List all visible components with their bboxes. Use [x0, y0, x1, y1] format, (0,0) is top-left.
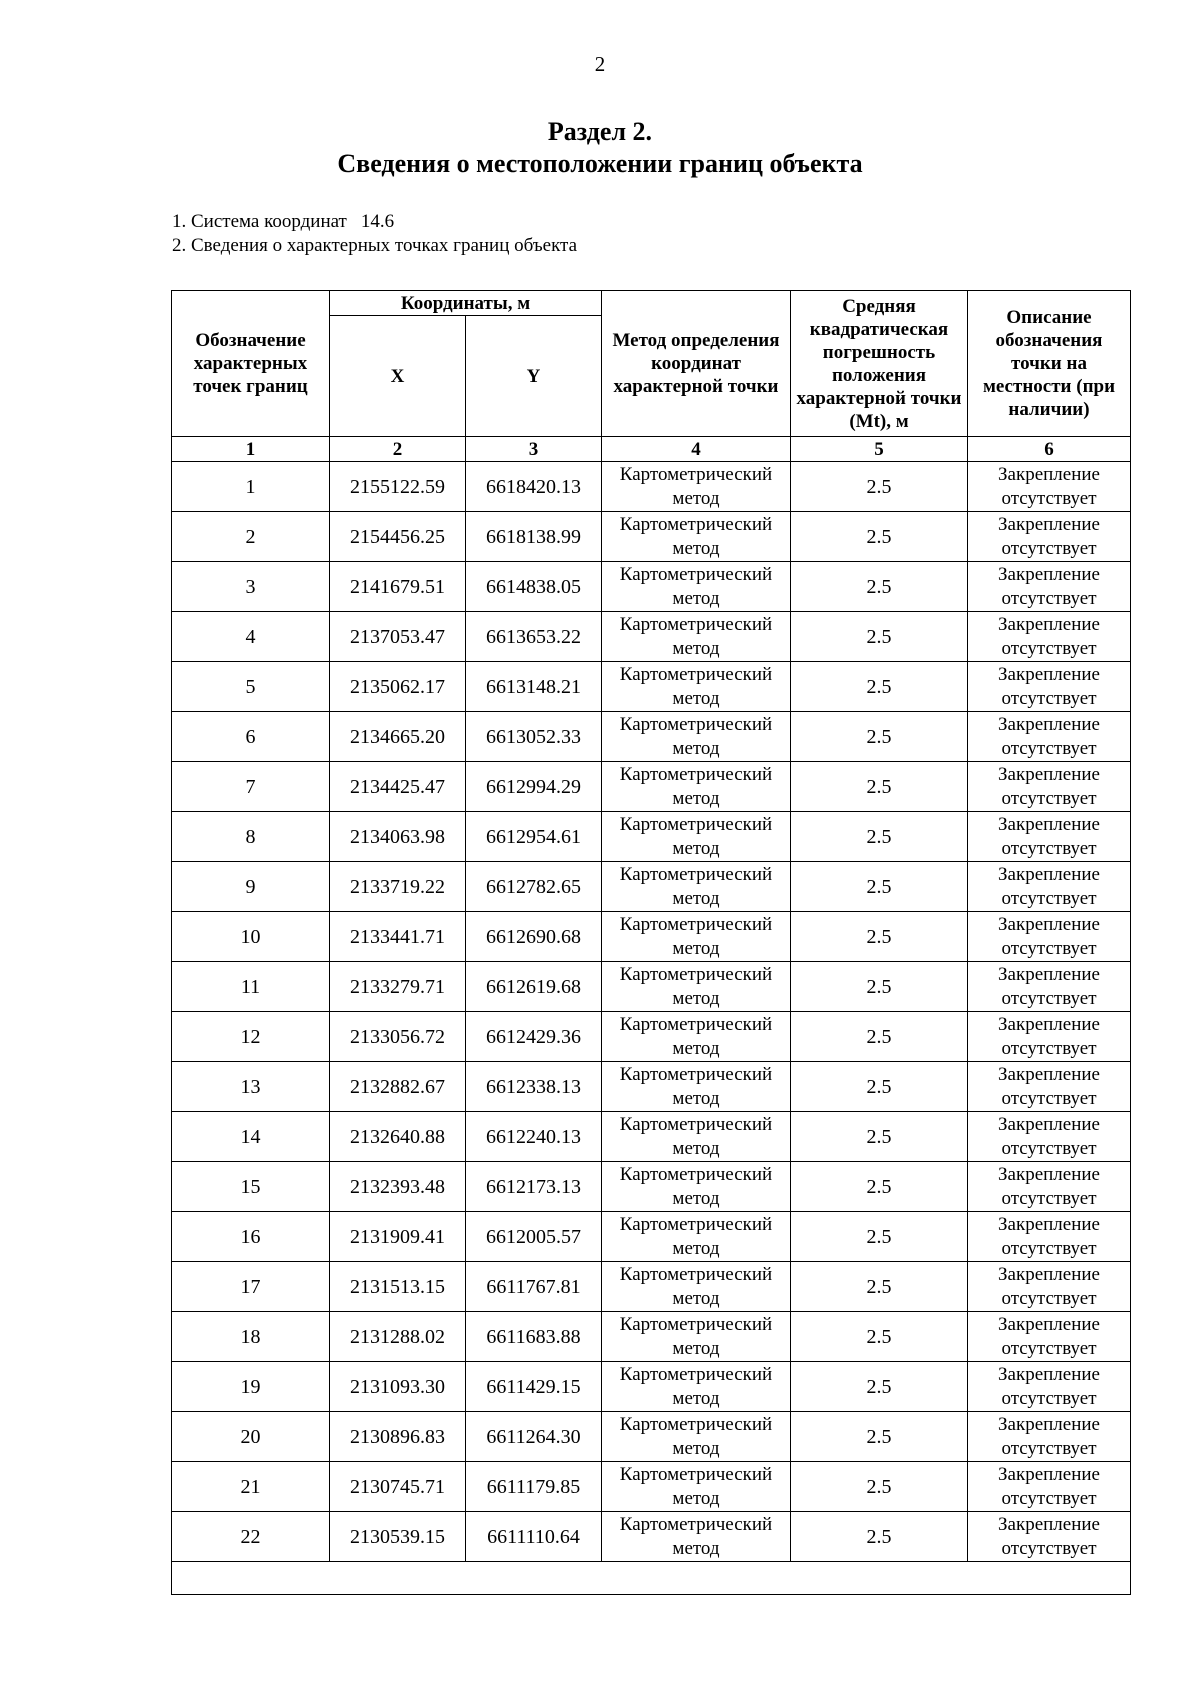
table-row — [172, 562, 1131, 612]
method-cell: Картометрический метод — [602, 512, 791, 562]
col-number: 4 — [602, 437, 791, 462]
x-cell: 2133279.71 — [330, 962, 466, 1012]
mt-cell: 2.5 — [791, 1312, 968, 1362]
table-row — [172, 962, 1131, 1012]
mt-cell: 2.5 — [791, 1112, 968, 1162]
description-cell: Закрепление отсутствует — [968, 612, 1131, 662]
method-cell: Картометрический метод — [602, 1312, 791, 1362]
y-cell: 6613653.22 — [466, 612, 602, 662]
description-cell: Закрепление отсутствует — [968, 862, 1131, 912]
coord-system-label: 1. Система координат — [172, 211, 347, 232]
point-number-cell: 8 — [172, 812, 330, 862]
mt-cell: 2.5 — [791, 662, 968, 712]
column-numbers-row — [172, 437, 1131, 462]
description-cell: Закрепление отсутствует — [968, 1212, 1131, 1262]
method-cell: Картометрический метод — [602, 862, 791, 912]
table-row — [172, 862, 1131, 912]
point-number-cell: 21 — [172, 1462, 330, 1512]
method-cell: Картометрический метод — [602, 612, 791, 662]
y-cell: 6613148.21 — [466, 662, 602, 712]
y-cell: 6613052.33 — [466, 712, 602, 762]
x-cell: 2131288.02 — [330, 1312, 466, 1362]
method-cell: Картометрический метод — [602, 962, 791, 1012]
method-cell: Картометрический метод — [602, 712, 791, 762]
table-row — [172, 1512, 1131, 1562]
table-row — [172, 1262, 1131, 1312]
description-cell: Закрепление отсутствует — [968, 1462, 1131, 1512]
table-row — [172, 912, 1131, 962]
mt-cell: 2.5 — [791, 1212, 968, 1262]
y-cell: 6612690.68 — [466, 912, 602, 962]
method-cell: Картометрический метод — [602, 1162, 791, 1212]
header-description: Описание обозначения точки на местности (при наличии) — [968, 291, 1131, 437]
method-cell: Картометрический метод — [602, 812, 791, 862]
y-cell: 6618138.99 — [466, 512, 602, 562]
point-number-cell: 22 — [172, 1512, 330, 1562]
y-cell: 6612240.13 — [466, 1112, 602, 1162]
x-cell: 2132882.67 — [330, 1062, 466, 1112]
description-cell: Закрепление отсутствует — [968, 462, 1131, 512]
description-cell: Закрепление отсутствует — [968, 1062, 1131, 1112]
y-cell: 6612005.57 — [466, 1212, 602, 1262]
point-number-cell: 17 — [172, 1262, 330, 1312]
description-cell: Закрепление отсутствует — [968, 1162, 1131, 1212]
method-cell: Картометрический метод — [602, 762, 791, 812]
x-cell: 2131093.30 — [330, 1362, 466, 1412]
header-coordinates: Координаты, м — [330, 291, 602, 316]
mt-cell: 2.5 — [791, 1012, 968, 1062]
mt-cell: 2.5 — [791, 712, 968, 762]
points-heading: 2. Сведения о характерных точках границ объекта — [172, 235, 578, 256]
col-number: 1 — [172, 437, 330, 462]
table-row — [172, 1162, 1131, 1212]
table-row — [172, 662, 1131, 712]
mt-cell: 2.5 — [791, 1512, 968, 1562]
description-cell: Закрепление отсутствует — [968, 962, 1131, 1012]
description-cell: Закрепление отсутствует — [968, 1312, 1131, 1362]
table-row — [172, 1212, 1131, 1262]
y-cell: 6612782.65 — [466, 862, 602, 912]
point-number-cell: 1 — [172, 462, 330, 512]
description-cell: Закрепление отсутствует — [968, 1012, 1131, 1062]
mt-cell: 2.5 — [791, 512, 968, 562]
description-cell: Закрепление отсутствует — [968, 512, 1131, 562]
point-number-cell: 3 — [172, 562, 330, 612]
x-cell: 2130745.71 — [330, 1462, 466, 1512]
header-y: Y — [466, 316, 602, 437]
x-cell: 2137053.47 — [330, 612, 466, 662]
point-number-cell: 18 — [172, 1312, 330, 1362]
y-cell: 6612994.29 — [466, 762, 602, 812]
x-cell: 2132640.88 — [330, 1112, 466, 1162]
method-cell: Картометрический метод — [602, 1112, 791, 1162]
method-cell: Картометрический метод — [602, 562, 791, 612]
y-cell: 6611767.81 — [466, 1262, 602, 1312]
x-cell: 2133056.72 — [330, 1012, 466, 1062]
description-cell: Закрепление отсутствует — [968, 812, 1131, 862]
y-cell: 6611264.30 — [466, 1412, 602, 1462]
x-cell: 2134063.98 — [330, 812, 466, 862]
description-cell: Закрепление отсутствует — [968, 1412, 1131, 1462]
header-designation: Обозначение характерных точек границ — [172, 291, 330, 437]
method-cell: Картометрический метод — [602, 662, 791, 712]
table-row — [172, 1012, 1131, 1062]
coord-system-value: 14.6 — [360, 211, 395, 232]
x-cell: 2155122.59 — [330, 462, 466, 512]
header-x: X — [330, 316, 466, 437]
method-cell: Картометрический метод — [602, 912, 791, 962]
y-cell: 6612338.13 — [466, 1062, 602, 1112]
mt-cell: 2.5 — [791, 612, 968, 662]
point-number-cell: 13 — [172, 1062, 330, 1112]
x-cell: 2134425.47 — [330, 762, 466, 812]
description-cell: Закрепление отсутствует — [968, 1362, 1131, 1412]
y-cell: 6612619.68 — [466, 962, 602, 1012]
col-number: 6 — [968, 437, 1131, 462]
x-cell: 2135062.17 — [330, 662, 466, 712]
coord-system-line — [172, 210, 394, 234]
point-number-cell: 9 — [172, 862, 330, 912]
col-number: 2 — [330, 437, 466, 462]
method-cell: Картометрический метод — [602, 1012, 791, 1062]
description-cell: Закрепление отсутствует — [968, 762, 1131, 812]
point-number-cell: 5 — [172, 662, 330, 712]
description-cell: Закрепление отсутствует — [968, 562, 1131, 612]
x-cell: 2154456.25 — [330, 512, 466, 562]
mt-cell: 2.5 — [791, 862, 968, 912]
mt-cell: 2.5 — [791, 962, 968, 1012]
table-row — [172, 462, 1131, 512]
x-cell: 2132393.48 — [330, 1162, 466, 1212]
table-row — [172, 1112, 1131, 1162]
y-cell: 6618420.13 — [466, 462, 602, 512]
point-number-cell: 2 — [172, 512, 330, 562]
mt-cell: 2.5 — [791, 812, 968, 862]
description-cell: Закрепление отсутствует — [968, 1112, 1131, 1162]
page-number: 2 — [594, 52, 606, 76]
description-cell: Закрепление отсутствует — [968, 712, 1131, 762]
empty-row — [172, 1562, 1131, 1595]
table-row — [172, 1312, 1131, 1362]
y-cell: 6611110.64 — [466, 1512, 602, 1562]
point-number-cell: 19 — [172, 1362, 330, 1412]
y-cell: 6614838.05 — [466, 562, 602, 612]
header-error: Средняя квадратическая погрешность положения характерной точки (Mt), м — [791, 291, 968, 437]
section-subtitle: Сведения о местоположении границ объекта — [337, 149, 863, 178]
y-cell: 6612173.13 — [466, 1162, 602, 1212]
method-cell: Картометрический метод — [602, 1362, 791, 1412]
table-row — [172, 512, 1131, 562]
x-cell: 2141679.51 — [330, 562, 466, 612]
table-row — [172, 1362, 1131, 1412]
point-number-cell: 16 — [172, 1212, 330, 1262]
x-cell: 2133441.71 — [330, 912, 466, 962]
point-number-cell: 12 — [172, 1012, 330, 1062]
mt-cell: 2.5 — [791, 462, 968, 512]
x-cell: 2134665.20 — [330, 712, 466, 762]
mt-cell: 2.5 — [791, 562, 968, 612]
col-number: 3 — [466, 437, 602, 462]
table-row — [172, 812, 1131, 862]
table-row — [172, 712, 1131, 762]
y-cell: 6611429.15 — [466, 1362, 602, 1412]
x-cell: 2133719.22 — [330, 862, 466, 912]
empty-cell — [172, 1562, 1131, 1595]
mt-cell: 2.5 — [791, 1412, 968, 1462]
y-cell: 6611683.88 — [466, 1312, 602, 1362]
mt-cell: 2.5 — [791, 1062, 968, 1112]
mt-cell: 2.5 — [791, 1162, 968, 1212]
table-row — [172, 1062, 1131, 1112]
mt-cell: 2.5 — [791, 1462, 968, 1512]
point-number-cell: 15 — [172, 1162, 330, 1212]
y-cell: 6611179.85 — [466, 1462, 602, 1512]
description-cell: Закрепление отсутствует — [968, 1512, 1131, 1562]
point-number-cell: 14 — [172, 1112, 330, 1162]
point-number-cell: 7 — [172, 762, 330, 812]
col-number: 5 — [791, 437, 968, 462]
method-cell: Картометрический метод — [602, 1062, 791, 1112]
point-number-cell: 4 — [172, 612, 330, 662]
mt-cell: 2.5 — [791, 1262, 968, 1312]
x-cell: 2130896.83 — [330, 1412, 466, 1462]
x-cell: 2131909.41 — [330, 1212, 466, 1262]
description-cell: Закрепление отсутствует — [968, 662, 1131, 712]
section-title: Раздел 2. — [547, 117, 653, 146]
method-cell: Картометрический метод — [602, 1462, 791, 1512]
point-number-cell: 20 — [172, 1412, 330, 1462]
method-cell: Картометрический метод — [602, 1262, 791, 1312]
table-row — [172, 1462, 1131, 1512]
description-cell: Закрепление отсутствует — [968, 912, 1131, 962]
mt-cell: 2.5 — [791, 1362, 968, 1412]
section-title-block — [0, 116, 1200, 180]
table-row — [172, 762, 1131, 812]
table-row — [172, 612, 1131, 662]
method-cell: Картометрический метод — [602, 1212, 791, 1262]
x-cell: 2130539.15 — [330, 1512, 466, 1562]
mt-cell: 2.5 — [791, 912, 968, 962]
y-cell: 6612429.36 — [466, 1012, 602, 1062]
points-table — [171, 290, 1131, 1595]
method-cell: Картометрический метод — [602, 1412, 791, 1462]
x-cell: 2131513.15 — [330, 1262, 466, 1312]
table-row — [172, 1412, 1131, 1462]
point-number-cell: 11 — [172, 962, 330, 1012]
point-number-cell: 6 — [172, 712, 330, 762]
header-method: Метод определения координат характерной точки — [602, 291, 791, 437]
y-cell: 6612954.61 — [466, 812, 602, 862]
method-cell: Картометрический метод — [602, 1512, 791, 1562]
method-cell: Картометрический метод — [602, 462, 791, 512]
description-cell: Закрепление отсутствует — [968, 1262, 1131, 1312]
mt-cell: 2.5 — [791, 762, 968, 812]
point-number-cell: 10 — [172, 912, 330, 962]
